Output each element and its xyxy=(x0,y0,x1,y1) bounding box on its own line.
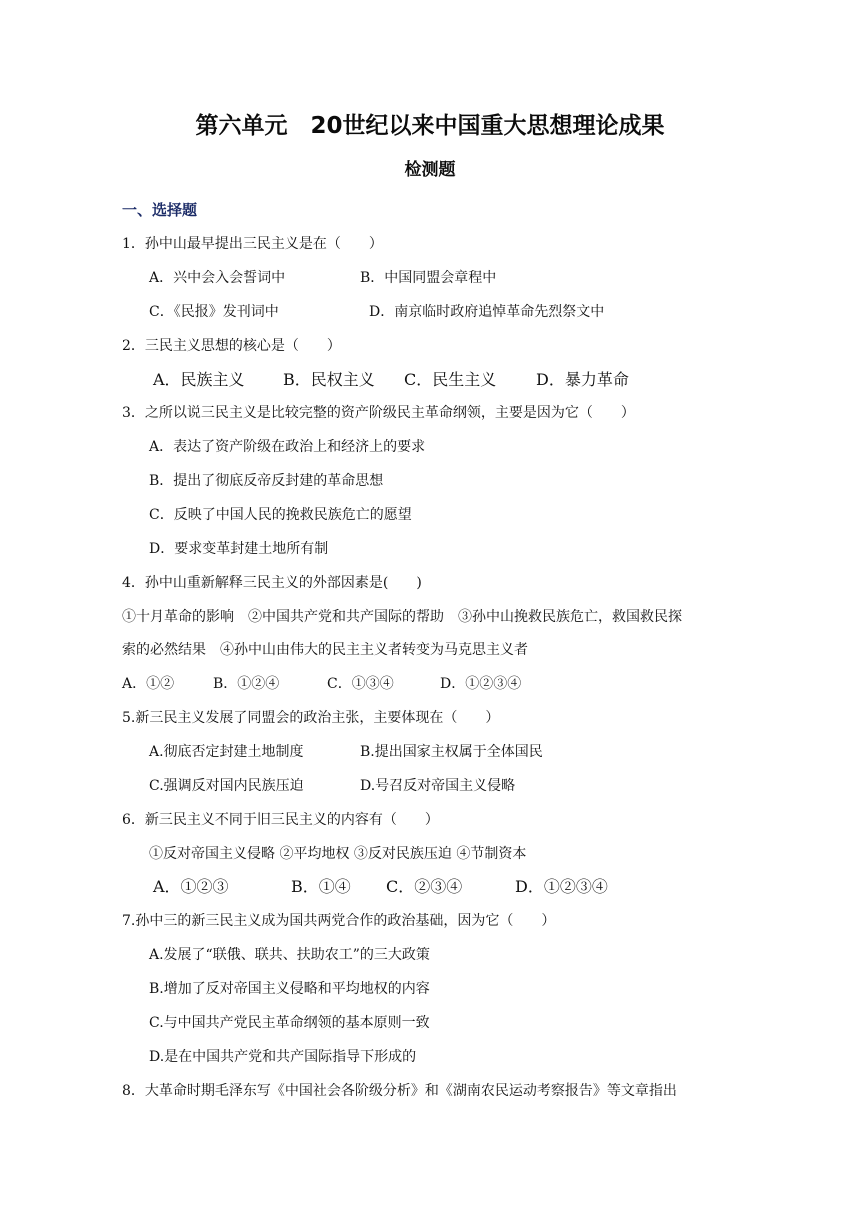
question-6-statements: ①反对帝国主义侵略 ②平均地权 ③反对民族压迫 ④节制资本 xyxy=(149,846,527,862)
document-title: 第六单元 20世纪以来中国重大思想理论成果 xyxy=(195,113,665,139)
question-1-option-b: B．中国同盟会章程中 xyxy=(360,270,497,286)
question-6-option-a: A．①②③ xyxy=(153,877,229,896)
question-7-option-b: B.增加了反对帝国主义侵略和平均地权的内容 xyxy=(149,981,430,997)
question-5-option-d: D.号召反对帝国主义侵略 xyxy=(360,778,516,794)
question-5-option-b: B.提出国家主权属于全体国民 xyxy=(360,744,543,760)
question-7-option-c: C.与中国共产党民主革命纲领的基本原则一致 xyxy=(149,1015,430,1031)
question-4-option-b: B．①②④ xyxy=(213,676,280,692)
question-8-stem: 8．大革命时期毛泽东写《中国社会各阶级分析》和《湖南农民运动考察报告》等文章指出 xyxy=(122,1083,677,1099)
question-4-stem: 4．孙中山重新解释三民主义的外部因素是( ) xyxy=(122,575,422,591)
question-3-stem: 3．之所以说三民主义是比较完整的资产阶级民主革命纲领，主要是因为它（ ） xyxy=(122,405,635,421)
section-heading: 一、选择题 xyxy=(122,201,198,219)
question-6-stem: 6．新三民主义不同于旧三民主义的内容有（ ） xyxy=(122,812,439,828)
question-4-statements-line-1: ①十月革命的影响 ②中国共产党和共产国际的帮助 ③孙中山挽救民族危亡，救国救民探 xyxy=(122,609,682,625)
question-7-option-a: A.发展了“联俄、联共、扶助农工”的三大政策 xyxy=(149,947,430,963)
question-7-stem: 7.孙中三的新三民主义成为国共两党合作的政治基础，因为它（ ） xyxy=(122,913,556,929)
question-1-option-d: D．南京临时政府追悼革命先烈祭文中 xyxy=(369,304,605,320)
question-6-option-b: B．①④ xyxy=(291,877,351,896)
question-5-option-c: C.强调反对国内民族压迫 xyxy=(149,778,304,794)
question-2-option-a: A．民族主义 xyxy=(153,370,245,389)
question-4-option-a: A．①② xyxy=(122,676,175,692)
question-3-option-b: B．提出了彻底反帝反封建的革命思想 xyxy=(149,473,384,489)
question-2-option-b: B．民权主义 xyxy=(283,370,375,389)
question-1-option-c: C．《民报》发刊词中 xyxy=(149,304,279,320)
question-2-option-c: C．民生主义 xyxy=(404,370,497,389)
question-4-option-c: C．①③④ xyxy=(327,676,394,692)
question-1-option-a: A．兴中会入会誓词中 xyxy=(149,270,286,286)
question-3-option-d: D．要求变革封建土地所有制 xyxy=(149,541,329,557)
question-7-option-d: D.是在中国共产党和共产国际指导下形成的 xyxy=(149,1049,417,1065)
question-5-option-a: A.彻底否定封建土地制度 xyxy=(149,744,304,760)
question-6-option-d: D．①②③④ xyxy=(515,877,608,896)
question-4-statements-line-2: 索的必然结果 ④孙中山由伟大的民主主义者转变为马克思主义者 xyxy=(122,642,528,658)
question-4-option-d: D．①②③④ xyxy=(440,676,522,692)
question-2-option-d: D．暴力革命 xyxy=(536,370,629,389)
question-1-stem: 1．孙中山最早提出三民主义是在（ ） xyxy=(122,236,383,252)
question-2-stem: 2．三民主义思想的核心是（ ） xyxy=(122,338,341,354)
question-6-option-c: C．②③④ xyxy=(386,877,463,896)
question-3-option-a: A．表达了资产阶级在政治上和经济上的要求 xyxy=(149,439,426,455)
document-subtitle: 检测题 xyxy=(404,160,456,180)
question-5-stem: 5.新三民主义发展了同盟会的政治主张，主要体现在（ ） xyxy=(122,710,500,726)
question-3-option-c: C．反映了中国人民的挽救民族危亡的愿望 xyxy=(149,507,412,523)
